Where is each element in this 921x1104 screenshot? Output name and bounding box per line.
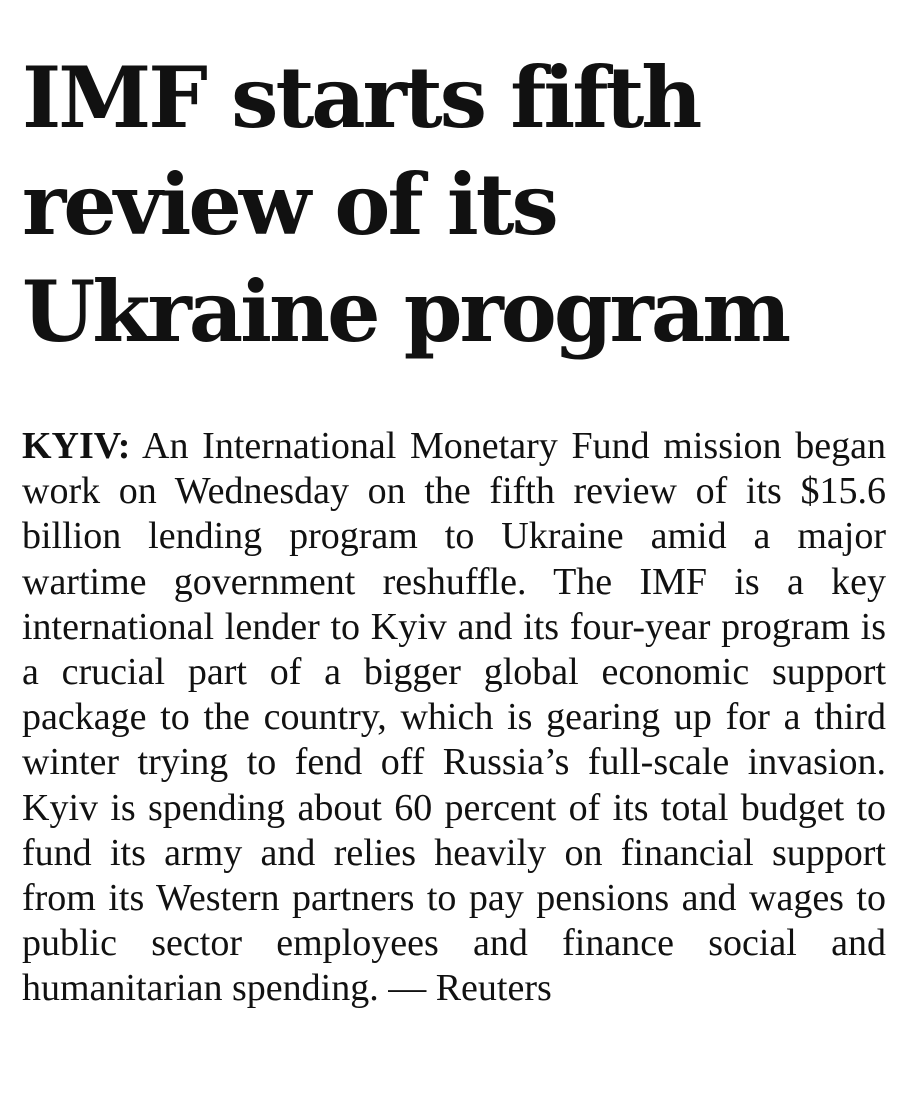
article-body xyxy=(22,424,886,1012)
news-article xyxy=(22,44,886,365)
article-body-text: An International Monetary Fund mission began work on Wednesday on the fifth review of its $15.6 billion lending program to Ukraine amid a major wartime government reshuffle. The IMF is a key international lender to Kyiv and its four-year program is a crucial part of a bigger global economic support package to the country, which is gearing up for a third winter trying to fend off Russia’s full-scale invasion. Kyiv is spending about 60 percent of its total budget to fund its army and relies heavily on financial support from its Western partners to pay pensions and wages to public sector employees and finance social and humanitarian spending. — Reuters xyxy=(22,425,886,1010)
headline-line-1: IMF starts fifth xyxy=(22,48,700,147)
headline-line-3: Ukraine program xyxy=(22,262,789,361)
headline-line-2: review of its xyxy=(22,155,556,254)
headline xyxy=(22,44,886,365)
dateline: KYIV: xyxy=(22,425,131,467)
